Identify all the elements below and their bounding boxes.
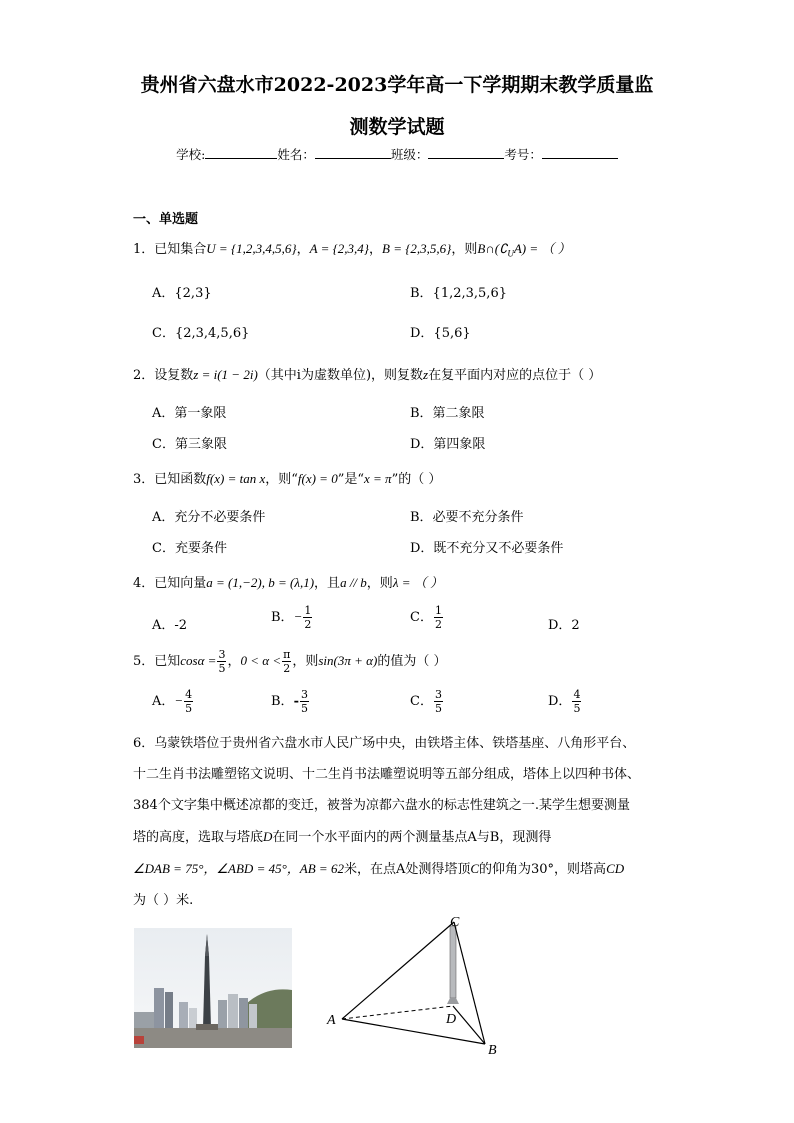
question-4	[133, 572, 443, 591]
q4-option-c-frac	[434, 604, 443, 631]
q1-sep: ，	[369, 242, 383, 257]
q6-line4a: 塔的高度，选取与塔底	[133, 830, 264, 845]
q5-option-d-label: D．	[548, 694, 572, 709]
denominator: 2	[283, 662, 291, 675]
q5-sep: ，	[227, 654, 241, 669]
q5-stem: 5．已知	[133, 654, 181, 669]
edge-ab	[342, 1019, 485, 1044]
denominator: 5	[185, 702, 193, 715]
numerator: 4	[573, 688, 581, 701]
q5-stem-c: 的值为（ ）	[377, 654, 447, 669]
school-label: 学校:	[176, 147, 206, 162]
school-blank[interactable]	[205, 146, 277, 159]
numerator: 4	[185, 688, 193, 701]
q1-expr2: A) = （ ）	[513, 241, 571, 256]
question-5	[133, 648, 446, 675]
numerator: 3	[300, 688, 308, 701]
q4-option-b-frac	[303, 604, 312, 631]
q1-sub: U	[507, 248, 514, 259]
q5-option-d[interactable]	[548, 688, 582, 715]
q1-stem: 1．已知集合	[133, 242, 207, 257]
q1-option-c[interactable]: C．{2,3,4,5,6}	[152, 326, 250, 341]
q3-stem-c: ”是“	[337, 472, 364, 487]
q5-option-d-frac	[572, 688, 581, 715]
numerator: 1	[434, 604, 442, 617]
q1-sep: ，	[296, 242, 310, 257]
label-b: B	[488, 1043, 497, 1058]
q2-z: z	[423, 367, 429, 382]
denominator: 2	[434, 618, 442, 631]
label-d: D	[446, 1012, 457, 1027]
q4-lambda: λ = （ ）	[392, 575, 443, 590]
label-c: C	[450, 915, 460, 930]
q2-expr: z = i(1 − 2i)	[193, 367, 258, 382]
q4-option-b-sign: −	[293, 609, 303, 624]
q1-set-a: A = {2,3,4}	[309, 241, 369, 256]
q1-stem-b: ，则	[451, 242, 478, 257]
q3-stem: 3．已知函数	[133, 472, 207, 487]
name-blank[interactable]	[315, 146, 391, 159]
q4-option-c[interactable]	[410, 604, 444, 631]
question-1	[133, 238, 571, 259]
q5-option-b-sign: -	[293, 694, 299, 709]
q6-line5c: 的仰角为30°，则塔高	[479, 862, 607, 877]
q4-parallel: a // b	[340, 575, 367, 590]
tower-photo	[134, 928, 292, 1048]
question-2	[133, 364, 601, 383]
q4-expr: a = (1,−2), b = (λ,1)	[206, 575, 315, 590]
q5-option-c[interactable]	[410, 688, 444, 715]
q5-option-a[interactable]	[152, 688, 194, 715]
student-info-row	[0, 145, 794, 163]
q5-option-b-frac	[300, 688, 309, 715]
q1-set-b: B = {2,3,5,6}	[382, 241, 452, 256]
q4-option-d[interactable]: D．2	[548, 618, 580, 633]
numerator: 1	[304, 604, 312, 617]
q5-option-b-label: B．	[271, 694, 294, 709]
q4-option-b-label: B．	[271, 610, 294, 625]
q4-stem: 4．已知向量	[133, 576, 207, 591]
q4-option-b[interactable]	[271, 604, 313, 631]
q5-option-c-frac	[434, 688, 443, 715]
name-label: 姓名：	[277, 147, 315, 162]
q6-cd: CD	[606, 861, 625, 876]
q1-option-a[interactable]: A．{2,3}	[152, 286, 212, 301]
q2-stem: 2．设复数	[133, 368, 194, 383]
q3-cond2: x = π	[364, 471, 392, 486]
q1-option-d[interactable]: D．{5,6}	[410, 326, 471, 341]
question-3	[133, 468, 441, 487]
q4-stem-b: ，且	[314, 576, 341, 591]
id-label: 考号：	[504, 147, 542, 162]
numerator: 3	[434, 688, 442, 701]
q6-line6: 为（ ）米.	[133, 893, 194, 908]
q3-option-b[interactable]: B．必要不充分条件	[410, 510, 524, 525]
q6-line3: 384个文字集中概述凉都的变迁，被誉为凉都六盘水的标志性建筑之一.某学生想要测量	[133, 798, 630, 813]
tower-base	[447, 998, 459, 1004]
q5-stem-b: ，则	[292, 654, 319, 669]
q2-option-d[interactable]: D．第四象限	[410, 437, 486, 452]
q6-line4b: 在同一个水平面内的两个测量基点A与B，现测得	[272, 830, 552, 845]
q2-stem-b: （其中i为虚数单位)，则复数	[257, 368, 424, 383]
q5-option-c-label: C．	[410, 694, 433, 709]
q4-option-a[interactable]: A．-2	[152, 618, 188, 633]
q6-line2: 十二生肖书法雕塑铭文说明、十二生肖书法雕塑说明等五部分组成，塔体上以四种书体、	[133, 767, 641, 782]
q3-option-a[interactable]: A．充分不必要条件	[152, 510, 266, 525]
denominator: 5	[300, 702, 308, 715]
numerator: 3	[218, 648, 226, 661]
q4-option-c-label: C．	[410, 610, 433, 625]
section-title: 一、单选题	[133, 212, 199, 227]
q6-line5b: 米，在点A处测得塔顶	[343, 862, 471, 877]
edge-ac	[342, 922, 454, 1019]
q6-line4	[133, 821, 678, 853]
q6-point-d: D	[263, 829, 273, 844]
q3-stem-b: ，则“	[265, 472, 298, 487]
q6-line5	[133, 853, 678, 885]
label-a: A	[327, 1013, 336, 1028]
q5-option-a-sign: −	[174, 693, 184, 708]
q3-expr: f(x) = tan x	[206, 471, 266, 486]
q4-stem-c: ，则	[366, 576, 393, 591]
q1-option-b[interactable]: B．{1,2,3,5,6}	[410, 286, 507, 301]
q5-option-a-frac	[184, 688, 193, 715]
tower-illustration	[450, 926, 456, 998]
q3-option-d[interactable]: D．既不充分又不必要条件	[410, 541, 564, 556]
question-6	[133, 728, 678, 916]
q6-line1: 6．乌蒙铁塔位于贵州省六盘水市人民广场中央，由铁塔主体、铁塔基座、八角形平台、	[133, 736, 636, 751]
denominator: 5	[434, 702, 442, 715]
denominator: 5	[218, 662, 226, 675]
q5-sin: sin(3π + α)	[318, 653, 378, 668]
q5-cos: cosα =	[180, 653, 217, 668]
q1-expr: B∩(∁	[477, 241, 508, 256]
q6-point-c: C	[470, 861, 480, 876]
q5-cos-frac	[217, 648, 226, 675]
q3-option-c[interactable]: C．充要条件	[152, 541, 227, 556]
id-blank[interactable]	[542, 146, 618, 159]
q2-option-c[interactable]: C．第三象限	[152, 437, 227, 452]
q2-option-a[interactable]: A．第一象限	[152, 406, 227, 421]
page-title-line1: 贵州省六盘水市2022-2023学年高一下学期期末教学质量监	[140, 74, 654, 96]
q1-set-u: U = {1,2,3,4,5,6}	[206, 241, 297, 256]
q5-option-b[interactable]	[271, 688, 310, 715]
denominator: 5	[573, 702, 581, 715]
q5-range: 0 < α <	[240, 653, 282, 668]
edge-ad	[342, 1006, 453, 1019]
q2-option-b[interactable]: B．第二象限	[410, 406, 485, 421]
q2-stem-c: 在复平面内对应的点位于（ ）	[428, 368, 602, 383]
denominator: 2	[304, 618, 312, 631]
geometry-figure	[320, 912, 510, 1062]
q6-angles: ∠DAB = 75°，∠ABD = 45°，AB = 62	[133, 861, 344, 876]
q3-cond1: f(x) = 0	[297, 471, 338, 486]
class-label: 班级：	[390, 147, 429, 162]
q5-pi-frac	[282, 648, 291, 675]
class-blank[interactable]	[428, 146, 504, 159]
q5-option-a-label: A．	[152, 694, 175, 709]
q3-stem-d: ”的（ ）	[391, 472, 442, 487]
page-title-line2: 测数学试题	[349, 116, 445, 138]
numerator: π	[283, 648, 291, 661]
